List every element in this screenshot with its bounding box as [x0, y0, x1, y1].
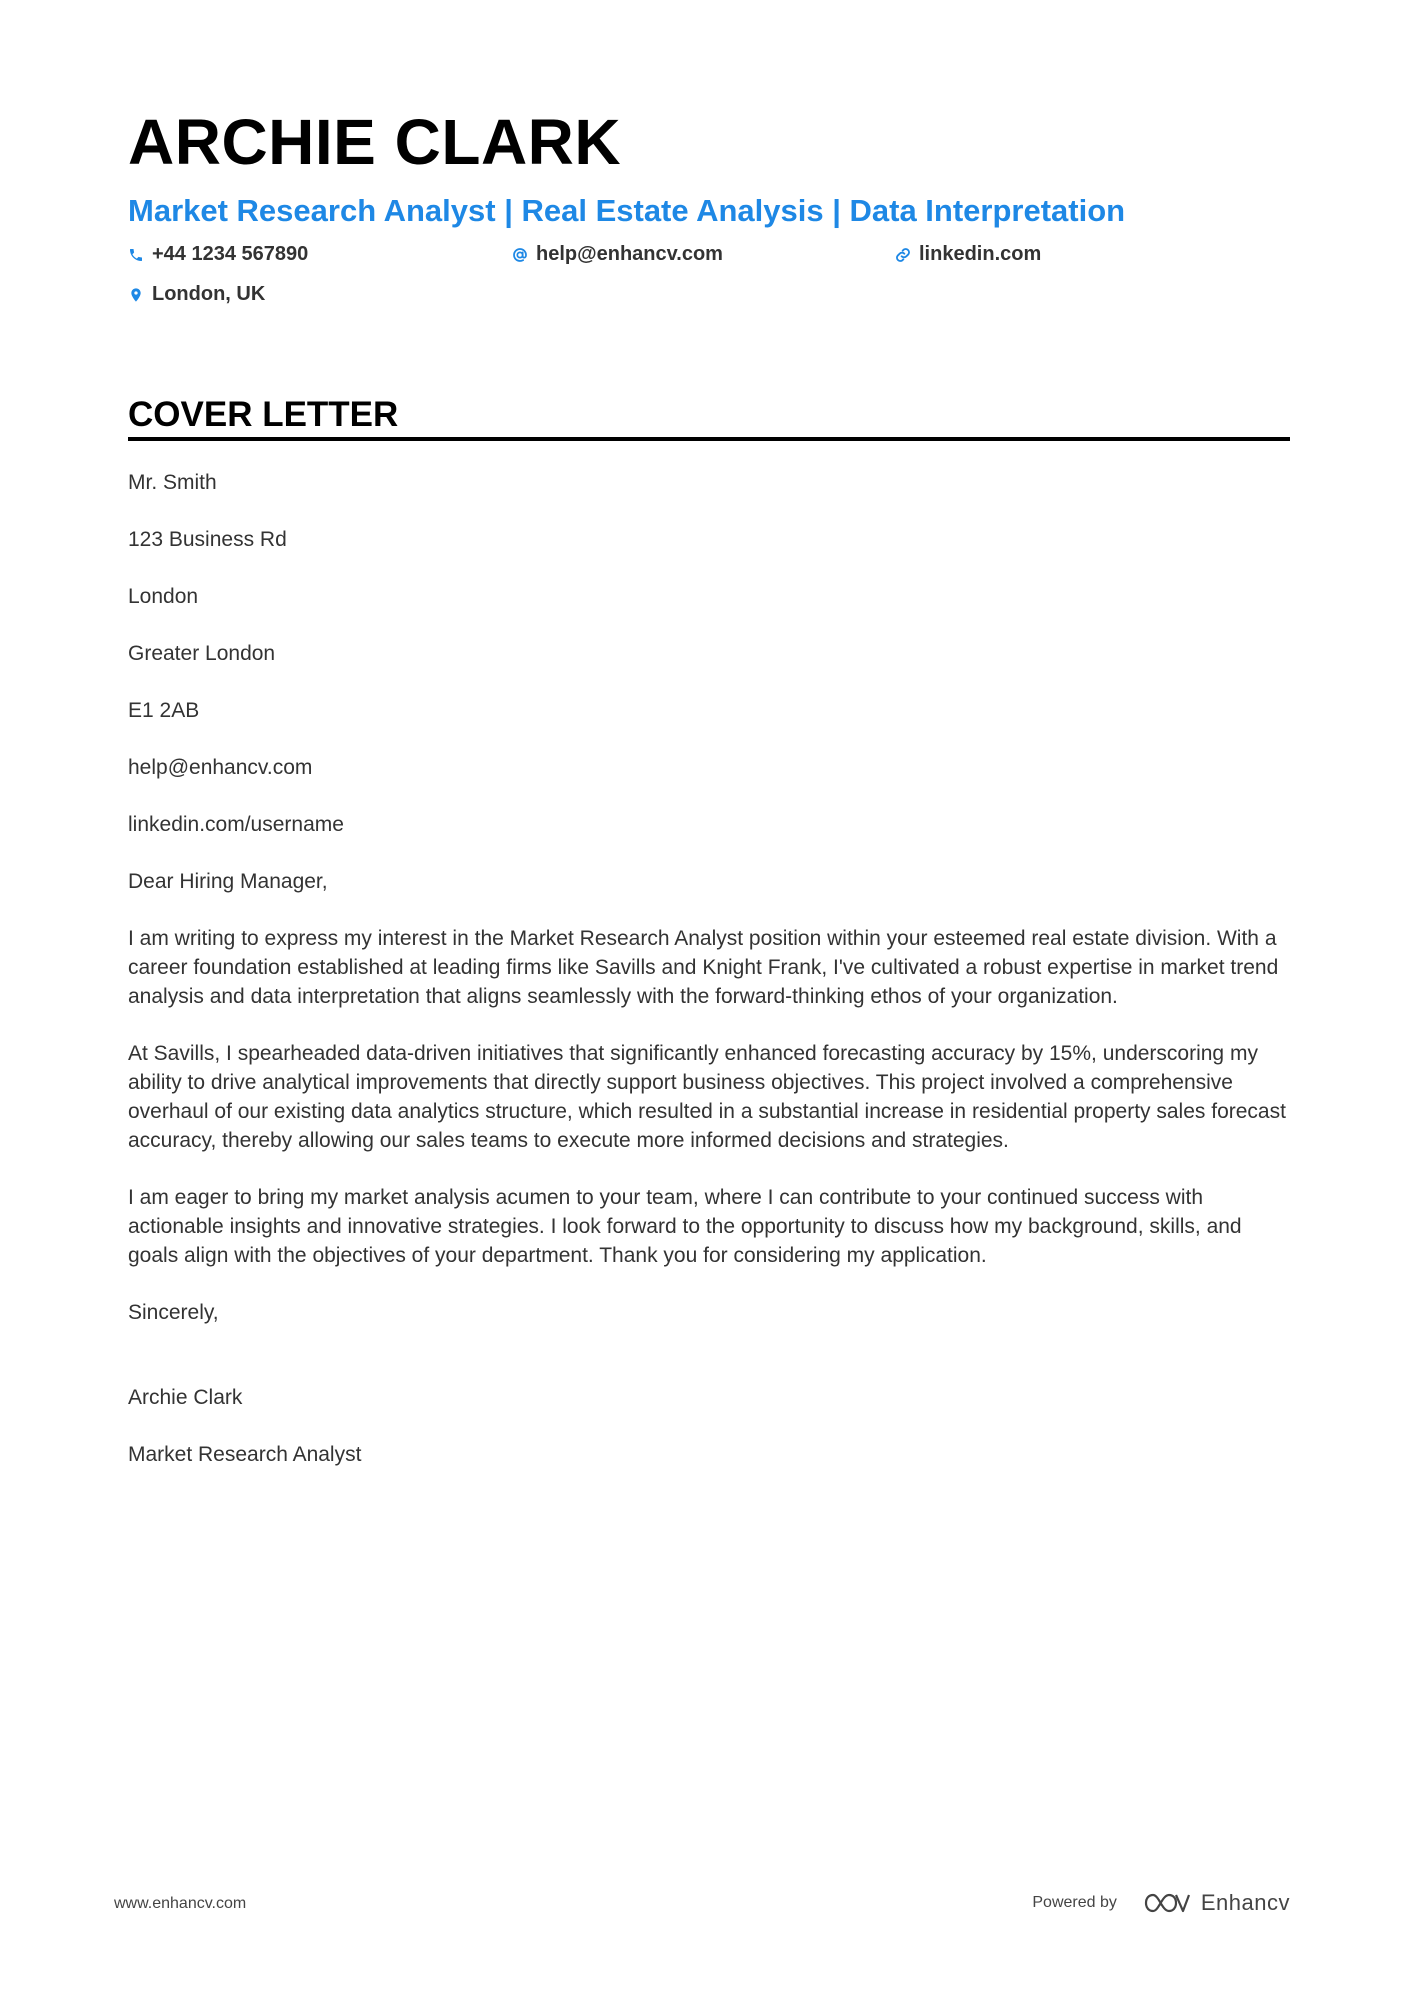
sender-linkedin: linkedin.com/username — [128, 813, 344, 836]
powered-by-label: Powered by — [1032, 1894, 1117, 1911]
location-pin-icon — [128, 287, 144, 303]
footer-branding[interactable] — [1032, 1890, 1290, 1916]
contact-phone[interactable] — [128, 243, 308, 266]
section-divider — [128, 437, 1290, 441]
link-icon — [895, 247, 911, 263]
contact-location-text: London, UK — [152, 283, 266, 305]
letter-body — [128, 468, 1290, 1497]
recipient-name: Mr. Smith — [128, 471, 217, 494]
at-icon — [512, 247, 528, 263]
candidate-headline: Market Research Analyst | Real Estate Analysis | Data Interpretation — [128, 193, 1126, 228]
contact-phone-text: +44 1234 567890 — [152, 243, 309, 265]
phone-icon — [128, 247, 144, 263]
enhancv-logo-icon — [1143, 1890, 1191, 1916]
salutation: Dear Hiring Manager, — [128, 870, 328, 893]
contact-location — [128, 283, 265, 306]
recipient-region: Greater London — [128, 642, 276, 665]
signature-name: Archie Clark — [128, 1386, 243, 1409]
candidate-name: ARCHIE CLARK — [128, 106, 622, 178]
closing: Sincerely, — [128, 1301, 219, 1324]
brand-name: Enhancv — [1200, 1890, 1290, 1915]
footer-website[interactable]: www.enhancv.com — [114, 1895, 247, 1912]
sender-email: help@enhancv.com — [128, 756, 313, 779]
contact-email[interactable] — [512, 243, 723, 266]
letter-paragraph: I am writing to express my interest in the Market Research Analyst position within your esteemed real estate division. With a career foundation established at leading firms like Savills and Knight Frank, I've cultivated a robust expertise in market trend analysis and data interpretation that aligns seamlessly with the forward-thinking ethos of your organization. — [128, 927, 1279, 1008]
section-title: COVER LETTER — [128, 395, 399, 434]
signature-title: Market Research Analyst — [128, 1443, 362, 1466]
recipient-postcode: E1 2AB — [128, 699, 200, 722]
letter-paragraph: At Savills, I spearheaded data-driven initiatives that significantly enhanced forecasting accuracy by 15%, underscoring my ability to drive analytical improvements that directly support business objectives. This project involved a comprehensive overhaul of our existing data analytics structure, which resulted in a substantial increase in residential property sales forecast accuracy, thereby allowing our sales teams to execute more informed decisions and strategies. — [128, 1042, 1286, 1152]
recipient-city: London — [128, 585, 199, 608]
recipient-address-line: 123 Business Rd — [128, 528, 287, 551]
letter-paragraph: I am eager to bring my market analysis acumen to your team, where I can contribute to your continued success with actionable insights and innovative strategies. I look forward to the opportunity to discuss how my background, skills, and goals align with the objectives of your department. Thank you for considering my application. — [128, 1186, 1242, 1267]
contact-linkedin-text: linkedin.com — [919, 243, 1042, 265]
contact-email-text: help@enhancv.com — [536, 243, 723, 265]
contact-linkedin[interactable] — [895, 243, 1041, 266]
